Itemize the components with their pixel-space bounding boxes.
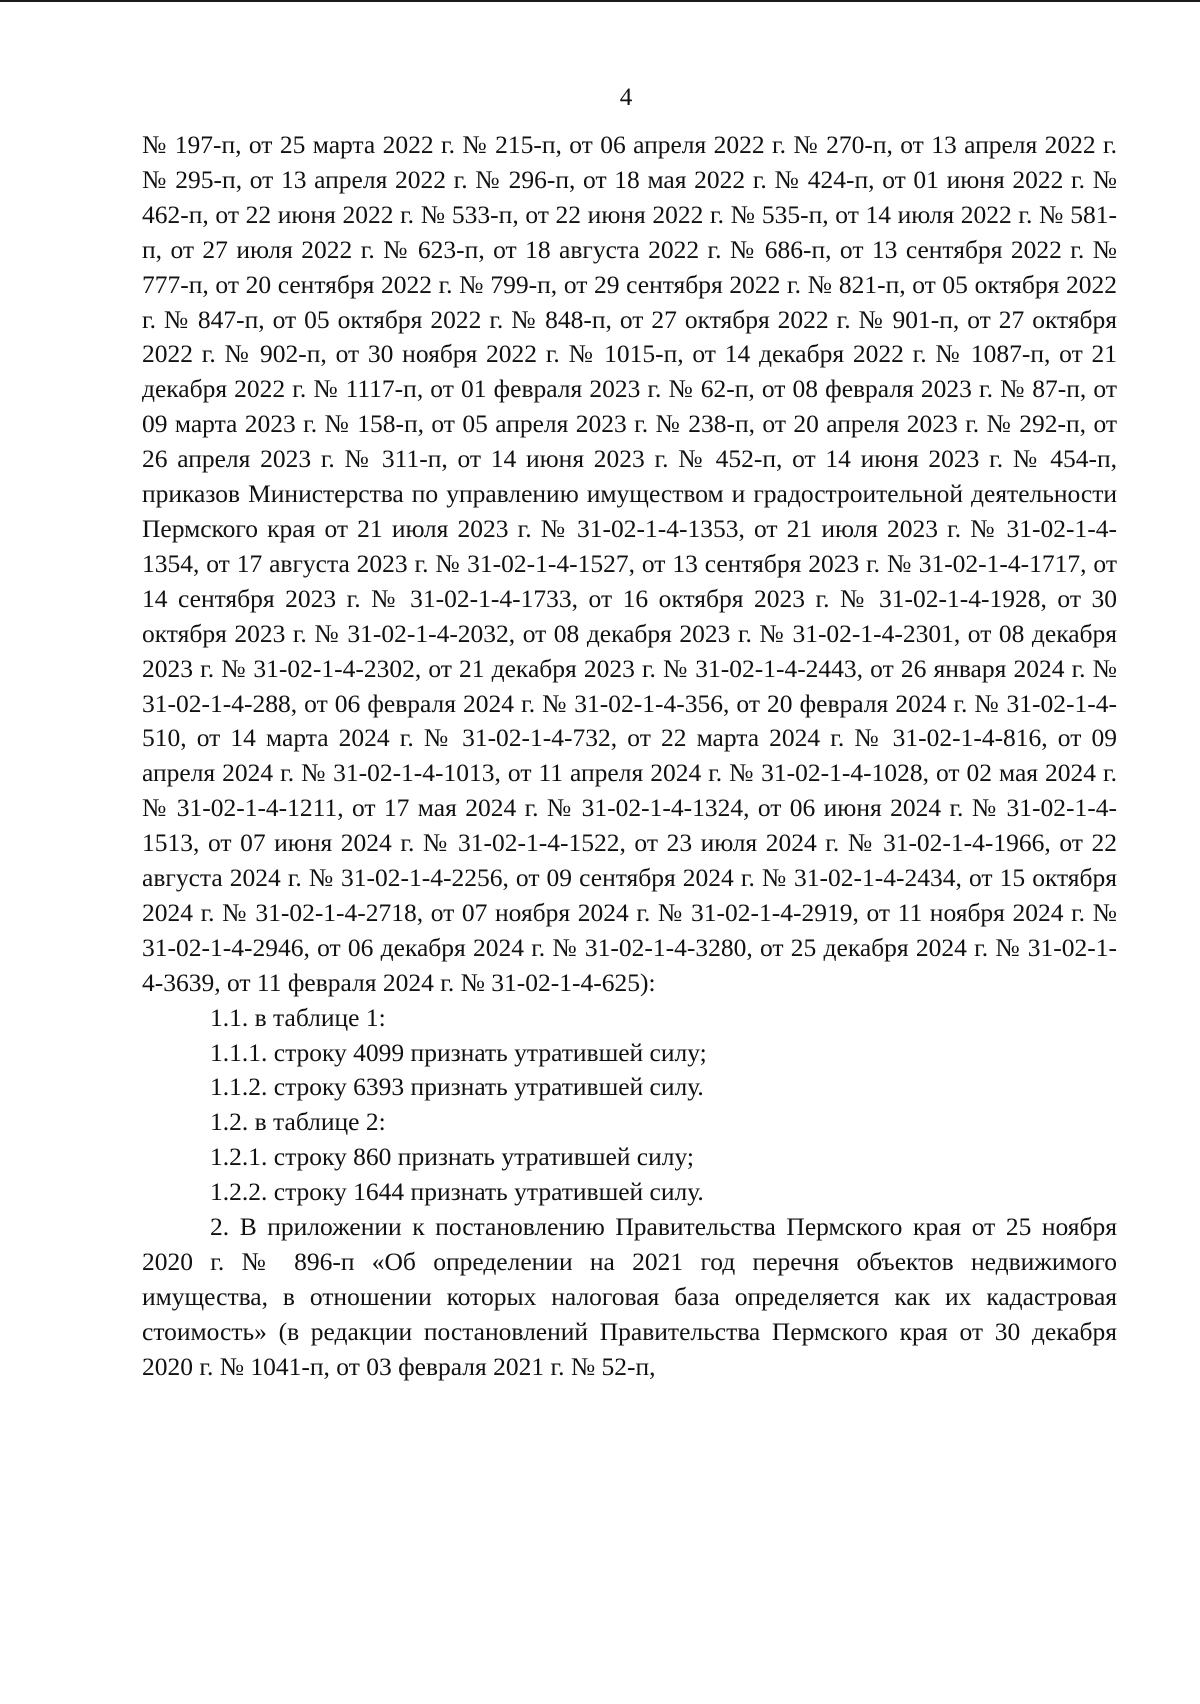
continuation-paragraph: № 197-п, от 25 марта 2022 г. № 215-п, от 06 апреля 2022 г. № 270-п, от 13 апреля 2022 г. № 295-п, от 13 апреля 2022 г. № 296-п, от 18 мая 2022 г. № 424-п, от 01 июня 2022 г. № 462-п, от 22 июня 2022 г. № 533-п, от 22 июня 2022 г. № 535-п, от 14 июля 2022 г. № 581-п, от 27 июля 2022 г. № 623-п, от 18 августа 2022 г. № 686-п, от 13 сентября 2022 г. № 777-п, от 20 сентября 2022 г. № 799-п, от 29 сентября 2022 г. № 821-п, от 05 октября 2022 г. № 847-п, от 05 октября 2022 г. № 848-п, от 27 октября 2022 г. № 901-п, от 27 октября 2022 г. № 902-п, от 30 ноября 2022 г. № 1015-п, от 14 декабря 2022 г. № 1087-п, от 21 декабря 2022 г. № 1117-п, от 01 февраля 2023 г. № 62-п, от 08 февраля 2023 г. № 87-п, от 09 марта 2023 г. № 158-п, от 05 апреля 2023 г. № 238-п, от 20 апреля 2023 г. № 292-п, от 26 апреля 2023 г. № 311-п, от 14 июня 2023 г. № 452-п, от 14 июня 2023 г. № 454-п, приказов Министерства по управлению имуществом и градостроительной деятельности Пермского края от 21 июля 2023 г. № 31-02-1-4-1353, от 21 июля 2023 г. № 31-02-1-4-1354, от 17 августа 2023 г. № 31-02-1-4-1527, от 13 сентября 2023 г. № 31-02-1-4-1717, от 14 сентября 2023 г. № 31-02-1-4-1733, от 16 октября 2023 г. № 31-02-1-4-1928, от 30 октября 2023 г. № 31-02-1-4-2032, от 08 декабря 2023 г. № 31-02-1-4-2301, от 08 декабря 2023 г. № 31-02-1-4-2302, от 21 декабря 2023 г. № 31-02-1-4-2443, от 26 января 2024 г. № 31-02-1-4-288, от 06 февраля 2024 г. № 31-02-1-4-356, от 20 февраля 2024 г. № 31-02-1-4-510, от 14 марта 2024 г. № 31-02-1-4-732, от 22 марта 2024 г. № 31-02-1-4-816, от 09 апреля 2024 г. № 31-02-1-4-1013, от 11 апреля 2024 г. № 31-02-1-4-1028, от 02 мая 2024 г. № 31-02-1-4-1211, от 17 мая 2024 г. № 31-02-1-4-1324, от 06 июня 2024 г. № 31-02-1-4-1513, от 07 июня 2024 г. № 31-02-1-4-1522, от 23 июля 2024 г. № 31-02-1-4-1966, от 22 августа 2024 г. № 31-02-1-4-2256, от 09 сентября 2024 г. № 31-02-1-4-2434, от 15 октября 2024 г. № 31-02-1-4-2718, от 07 ноября 2024 г. № 31-02-1-4-2919, от 11 ноября 2024 г. № 31-02-1-4-2946, от 06 декабря 2024 г. № 31-02-1-4-3280, от 25 декабря 2024 г. № 31-02-1-4-3639, от 11 февраля 2024 г. № 31-02-1-4-625): — [142, 130, 1117, 997]
page-number: 4 — [619, 84, 633, 111]
item-1-1-1: 1.1.1. строку 4099 признать утратившей силу; — [210, 1037, 707, 1067]
document-body — [142, 128, 1117, 1385]
scan-top-edge — [0, 0, 1200, 2]
item-1-2: 1.2. в таблице 2: — [210, 1107, 386, 1137]
item-1-2-1: 1.2.1. строку 860 признать утратившей силу; — [210, 1142, 694, 1172]
item-1-1: 1.1. в таблице 1: — [210, 1002, 386, 1032]
item-1-2-2: 1.2.2. строку 1644 признать утратившей силу. — [210, 1177, 704, 1207]
item-1-1-2: 1.1.2. строку 6393 признать утратившей силу. — [210, 1072, 704, 1102]
section-2-paragraph: 2. В приложении к постановлению Правительства Пермского края от 25 ноября 2020 г. № 896-п «Об определении на 2021 год перечня объектов недвижимого имущества, в отношении которых налоговая база определяется как их кадастровая стоимость» (в редакции постановлений Правительства Пермского края от 30 декабря 2020 г. № 1041-п, от 03 февраля 2021 г. № 52-п, — [142, 1212, 1117, 1381]
